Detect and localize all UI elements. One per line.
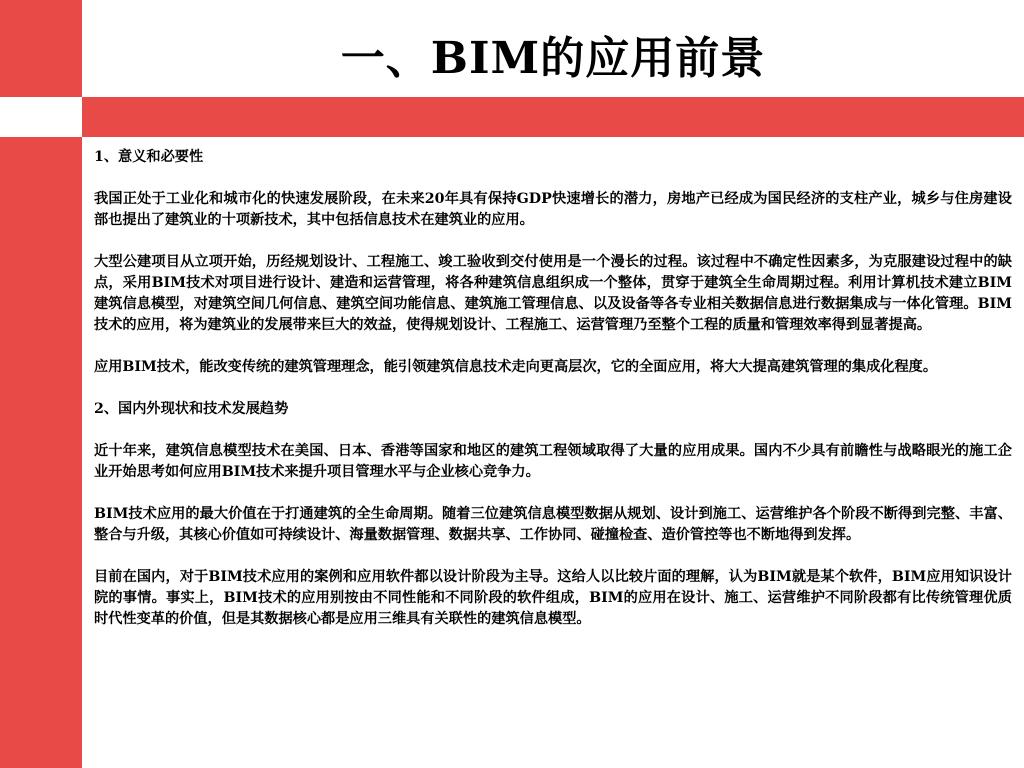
slide-body bbox=[94, 147, 1012, 651]
paragraph-bim-value: BIM技术应用的最大价值在于打通建筑的全生命周期。随着三位建筑信息模型数据从规划、设计到施工、运营维护各个阶段不断得到完整、丰富、整合与升级，其核心价值如可持续设计、海量数据管理、数据共享、工作协同、碰撞检查、造价管控等也不断地得到发挥。 bbox=[94, 506, 1012, 543]
heading-status-trends: 2、国内外现状和技术发展趋势 bbox=[94, 401, 289, 417]
paragraph-recent-decade: 近十年来，建筑信息模型技术在美国、日本、香港等国家和地区的建筑工程领域取得了大量的应用成果。国内不少具有前瞻性与战略眼光的施工企业开始思考如何应用BIM技术来提升项目管理水平与企业核心竞争力。 bbox=[94, 443, 1012, 480]
slide-title: 一、BIM的应用前景 bbox=[340, 33, 766, 84]
paragraph-development-stage: 我国正处于工业化和城市化的快速发展阶段，在未来20年具有保持GDP快速增长的潜力，房地产已经成为国民经济的支柱产业，城乡与住房建设部也提出了建筑业的十项新技术，其中包括信息技术在建筑业的应用。 bbox=[94, 191, 1012, 228]
title-underline-band bbox=[82, 97, 1024, 137]
left-bar-gap bbox=[0, 97, 82, 137]
heading-significance: 1、意义和必要性 bbox=[94, 149, 204, 165]
paragraph-domestic-status: 目前在国内，对于BIM技术应用的案例和应用软件都以设计阶段为主导。这给人以比较片面的理解，认为BIM就是某个软件，BIM应用知识设计院的事情。事实上，BIM技术的应用别按由不同性能和不同阶段的软件组成，BIM的应用在设计、施工、运营维护不同阶段都有比传统管理优质时代性变革的价值，但是其数据核心都是应用三维具有关联性的建筑信息模型。 bbox=[94, 569, 1012, 627]
paragraph-bim-management: 应用BIM技术，能改变传统的建筑管理理念，能引领建筑信息技术走向更高层次，它的全面应用，将大大提高建筑管理的集成化程度。 bbox=[94, 359, 938, 375]
paragraph-bim-lifecycle: 大型公建项目从立项开始，历经规划设计、工程施工、竣工验收到交付使用是一个漫长的过程。该过程中不确定性因素多，为克服建设过程中的缺点，采用BIM技术对项目进行设计、建造和运营管理，将各种建筑信息组织成一个整体，贯穿于建筑全生命周期过程。利用计算机技术建立BIM建筑信息模型，对建筑空间几何信息、建筑空间功能信息、建筑施工管理信息、以及设备等各专业相关数据信息进行数据集成与一体化管理。BIM技术的应用，将为建筑业的发展带来巨大的效益，使得规划设计、工程施工、运营管理乃至整个工程的质量和管理效率得到显著提高。 bbox=[94, 254, 1012, 333]
